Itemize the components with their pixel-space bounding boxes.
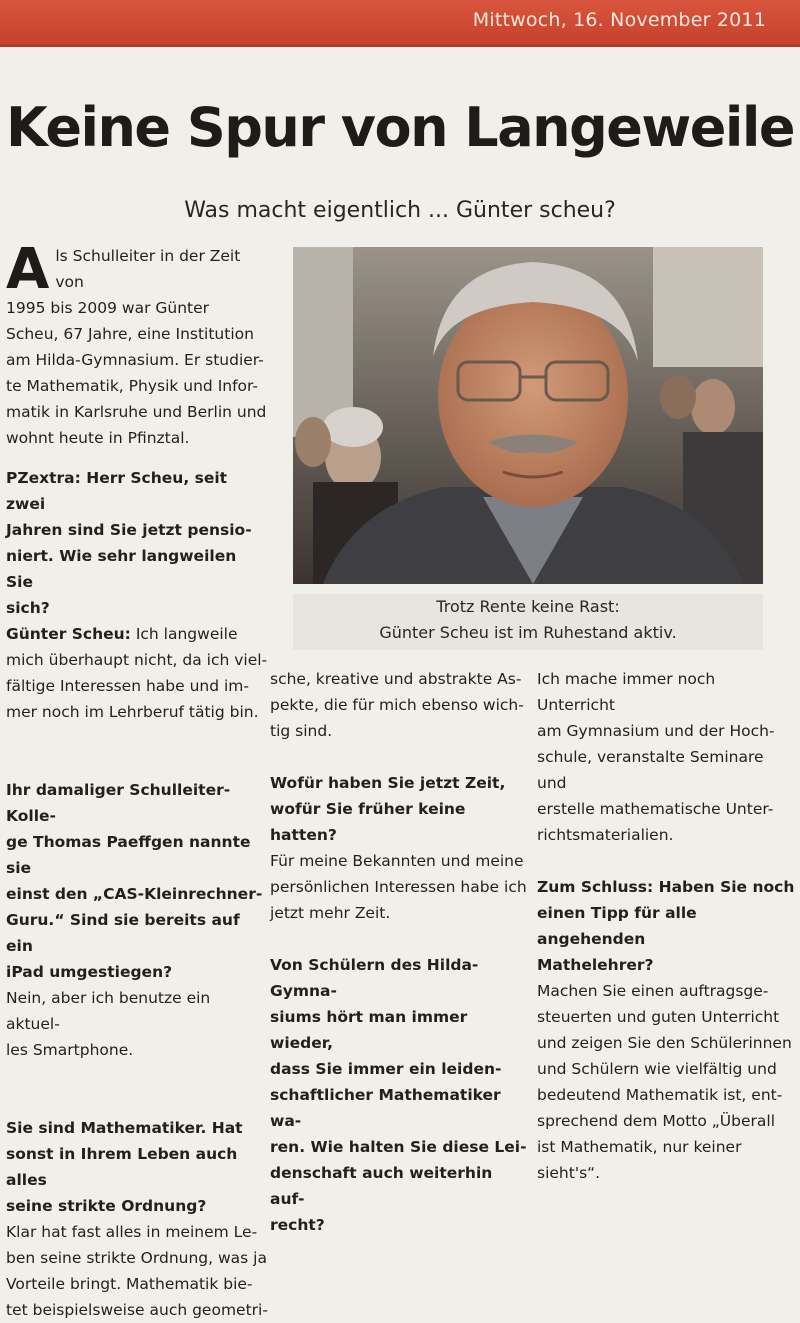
answer-line: tig sind. <box>270 722 333 740</box>
question-1: PZextra: Herr Scheu, seit zwei <box>6 469 228 513</box>
question-line: wofür Sie früher keine hatten? <box>270 800 466 844</box>
answer-line: les Smartphone. <box>6 1041 134 1059</box>
question-line: iPad umgestiegen? <box>6 963 173 981</box>
question-line: Mathelehrer? <box>537 956 654 974</box>
question-5: Von Schülern des Hilda-Gymna- <box>270 956 479 1000</box>
answer-line: Ich mache immer noch Unterricht <box>537 670 716 714</box>
answer-line: am Gymnasium und der Hoch- <box>537 722 775 740</box>
answer-line: sprechend dem Motto „Überall <box>537 1112 776 1130</box>
question-line: einen Tipp für alle angehenden <box>537 904 697 948</box>
drop-cap: A <box>6 237 50 302</box>
answer-line: tet beispielsweise auch geometri- <box>6 1301 268 1319</box>
answer-line: und Schülern wie vielfältig und <box>537 1060 777 1078</box>
answer-line: mich überhaupt nicht, da ich viel- <box>6 651 268 669</box>
article-photo <box>293 247 763 584</box>
question-line: ren. Wie halten Sie diese Lei- <box>270 1138 527 1156</box>
question-2: Ihr damaliger Schulleiter-Kolle- <box>6 781 231 825</box>
answer-line: sche, kreative und abstrakte As- <box>270 670 522 688</box>
text-line: Scheu, 67 Jahre, eine Institution <box>6 325 254 343</box>
header-bar <box>0 0 800 47</box>
question-line: seine strikte Ordnung? <box>6 1197 207 1215</box>
answer-line: fältige Interessen habe und im- <box>6 677 249 695</box>
text-line: 1995 bis 2009 war Günter <box>6 299 210 317</box>
portrait-photo <box>293 247 763 584</box>
answer-line: Für meine Bekannten und meine <box>270 852 524 870</box>
answer-line: Ich langweile <box>135 625 238 643</box>
answer-line: Nein, aber ich benutze ein aktuel- <box>6 989 211 1033</box>
column-2 <box>270 666 530 1238</box>
question-6: Zum Schluss: Haben Sie noch <box>537 878 795 896</box>
question-line: ge Thomas Paeffgen nannte sie <box>6 833 251 877</box>
answer-line: Klar hat fast alles in meinem Le- <box>6 1223 258 1241</box>
speaker-label: Günter Scheu: <box>6 625 131 643</box>
column-3 <box>537 666 795 1186</box>
answer-line: richtsmaterialien. <box>537 826 674 844</box>
answer-line: ben seine strikte Ordnung, was ja <box>6 1249 267 1267</box>
question-line: niert. Wie sehr langweilen Sie <box>6 547 237 591</box>
answer-line: schule, veranstalte Seminare und <box>537 748 764 792</box>
question-line: schaftlicher Mathematiker wa- <box>270 1086 501 1130</box>
question-line: dass Sie immer ein leiden- <box>270 1060 502 1078</box>
issue-date: Mittwoch, 16. November 2011 <box>472 9 766 31</box>
answer-1 <box>6 621 268 647</box>
answer-line: sieht's“. <box>537 1164 601 1182</box>
answer-line: jetzt mehr Zeit. <box>270 904 391 922</box>
text-line: ls Schulleiter in der Zeit von <box>55 247 241 291</box>
text-line: matik in Karlsruhe und Berlin und <box>6 403 267 421</box>
article-subheadline: Was macht eigentlich ... Günter scheu? <box>184 198 616 223</box>
text-line: wohnt heute in Pfinztal. <box>6 429 190 447</box>
text-line: am Hilda-Gymnasium. Er studier- <box>6 351 264 369</box>
answer-line: und zeigen Sie den Schülerinnen <box>537 1034 792 1052</box>
answer-line: erstelle mathematische Unter- <box>537 800 774 818</box>
question-line: sich? <box>6 599 50 617</box>
answer-line: persönlichen Interessen habe ich <box>270 878 527 896</box>
caption-line: Trotz Rente keine Rast: <box>436 597 620 616</box>
article-headline: Keine Spur von Langeweile <box>5 96 795 159</box>
photo-caption <box>293 594 763 650</box>
question-line: sonst in Ihrem Leben auch alles <box>6 1145 238 1189</box>
question-4: Wofür haben Sie jetzt Zeit, <box>270 774 506 792</box>
question-line: recht? <box>270 1216 325 1234</box>
column-1 <box>6 465 268 1323</box>
question-line: denschaft auch weiterhin auf- <box>270 1164 493 1208</box>
question-line: siums hört man immer wieder, <box>270 1008 468 1052</box>
intro-paragraph <box>6 237 268 451</box>
question-3: Sie sind Mathematiker. Hat <box>6 1119 243 1137</box>
question-line: Jahren sind Sie jetzt pensio- <box>6 521 252 539</box>
answer-line: mer noch im Lehrberuf tätig bin. <box>6 703 259 721</box>
question-line: Guru.“ Sind sie bereits auf ein <box>6 911 240 955</box>
text-line: te Mathematik, Physik und Infor- <box>6 377 259 395</box>
answer-line: Vorteile bringt. Mathematik bie- <box>6 1275 253 1293</box>
question-line: einst den „CAS-Kleinrechner- <box>6 885 263 903</box>
answer-line: bedeutend Mathematik ist, ent- <box>537 1086 783 1104</box>
caption-line: Günter Scheu ist im Ruhestand aktiv. <box>379 623 677 642</box>
answer-line: steuerten und guten Unterricht <box>537 1008 780 1026</box>
answer-line: ist Mathematik, nur keiner <box>537 1138 742 1156</box>
answer-line: pekte, die für mich ebenso wich- <box>270 696 524 714</box>
answer-line: Machen Sie einen auftragsge- <box>537 982 769 1000</box>
